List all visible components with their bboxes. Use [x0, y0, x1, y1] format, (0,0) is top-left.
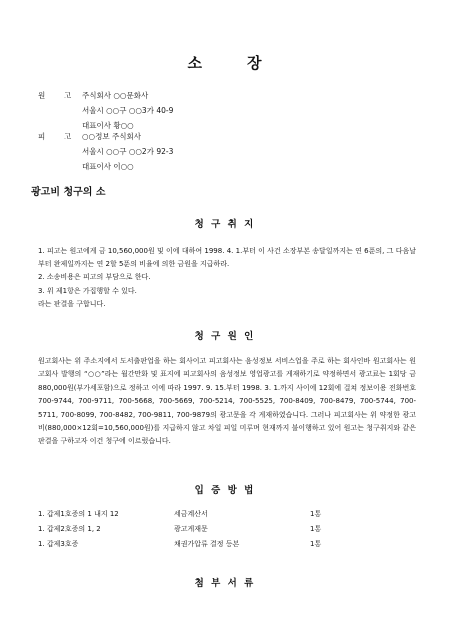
attachments-heading: 첨 부 서 류: [194, 578, 256, 589]
defendant-name: ○○정보 주식회사: [82, 132, 141, 141]
plaintiff-role: [38, 88, 78, 103]
evidence-ref: 1. 갑제1호증의 1 내지 12: [38, 510, 119, 518]
plaintiff-address: 서울시 ○○구 ○○3가 40-9: [82, 106, 174, 115]
evidence-doc: 세금계산서: [174, 510, 208, 518]
claim-purpose-list: [38, 245, 416, 311]
claim-purpose-heading: 청 구 취 지: [194, 219, 256, 230]
defendant-role-a: 피: [38, 132, 46, 141]
defendant-block: [38, 129, 418, 177]
evidence-row: [38, 509, 418, 524]
title-char-right: 장: [247, 54, 263, 72]
evidence-doc: 광고게재문: [174, 525, 208, 533]
evidence-doc: 채권가압류 결정 등본: [174, 540, 240, 548]
defendant-role-b: 고: [64, 132, 72, 141]
case-title: 광고비 청구의 소: [31, 187, 106, 198]
claim-purpose-item: 3. 위 제1항은 가집행할 수 있다.: [38, 286, 137, 295]
plaintiff-role-b: 고: [64, 91, 72, 100]
document-title: [0, 52, 450, 73]
claim-purpose-item: 라는 판결을 구합니다.: [38, 299, 106, 308]
evidence-count: 1통: [310, 540, 322, 548]
claim-cause-text: 원고회사는 위 주소지에서 도서출판업을 하는 회사이고 피고회사는 음성정보 서비스업을 주로 하는 회사인바 원고회사는 원고회사 발행의 “○○”라는 월간만화 및 표지에 피고회사의 음성정보 영업광고를 게재하기로 약정하면서 광고료는 1회당 금 880,000원(부가세포함)으로 정하고 이에 따라 1997. 9. 15.부터 1998. 3. 1.까지 사이에 12회에 걸쳐 정보이용 전화번호 700-9744, 700-9711, 700-5668, 700-5669, 700-5214, 700-5525, 700-8409, 700-8479, 700-5744, 700-5711, 700-8099, 700-8482, 700-9811, 700-9879의 광고문을 각 게재하였습니다. 그러나 피고회사는 위 약정한 광고비(880,000×12회=10,560,000원)를 지급하지 않고 차일 피일 미루며 현재까지 불이행하고 있어 원고는 청구취지와 같은 판결을 구하고자 이건 청구에 이르렀습니다.: [38, 357, 416, 446]
claim-cause-heading: 청 구 원 인: [194, 331, 256, 342]
evidence-count: 1통: [310, 510, 322, 518]
claim-cause-body: [38, 355, 416, 449]
evidence-ref: 1. 갑제3호증: [38, 540, 79, 548]
plaintiff-name: 주식회사 ○○문화사: [82, 91, 149, 100]
evidence-row: [38, 524, 418, 539]
defendant-representative: 대표이사 이○○: [82, 162, 134, 171]
evidence-heading: 입 증 방 법: [194, 485, 256, 496]
evidence-row: [38, 539, 418, 554]
evidence-table: [38, 509, 418, 554]
defendant-address: 서울시 ○○구 ○○2가 92-3: [82, 147, 174, 156]
evidence-count: 1통: [310, 525, 322, 533]
defendant-role: [38, 129, 78, 144]
plaintiff-role-a: 원: [38, 91, 46, 100]
claim-purpose-item: 2. 소송비용은 피고의 부담으로 한다.: [38, 273, 151, 282]
evidence-ref: 1. 갑제2호증의 1, 2: [38, 525, 101, 533]
title-char-left: 소: [187, 54, 203, 72]
claim-purpose-item: 1. 피고는 원고에게 금 10,560,000원 및 이에 대하여 1998. 4. 1.부터 이 사건 소장부본 송달일까지는 연 6푼의, 그 다음날부터 완제일까지는 연 2할 5푼의 비율에 의한 금원을 지급하라.: [38, 247, 416, 269]
plaintiff-representative: 대표이사 황○○: [82, 121, 134, 130]
